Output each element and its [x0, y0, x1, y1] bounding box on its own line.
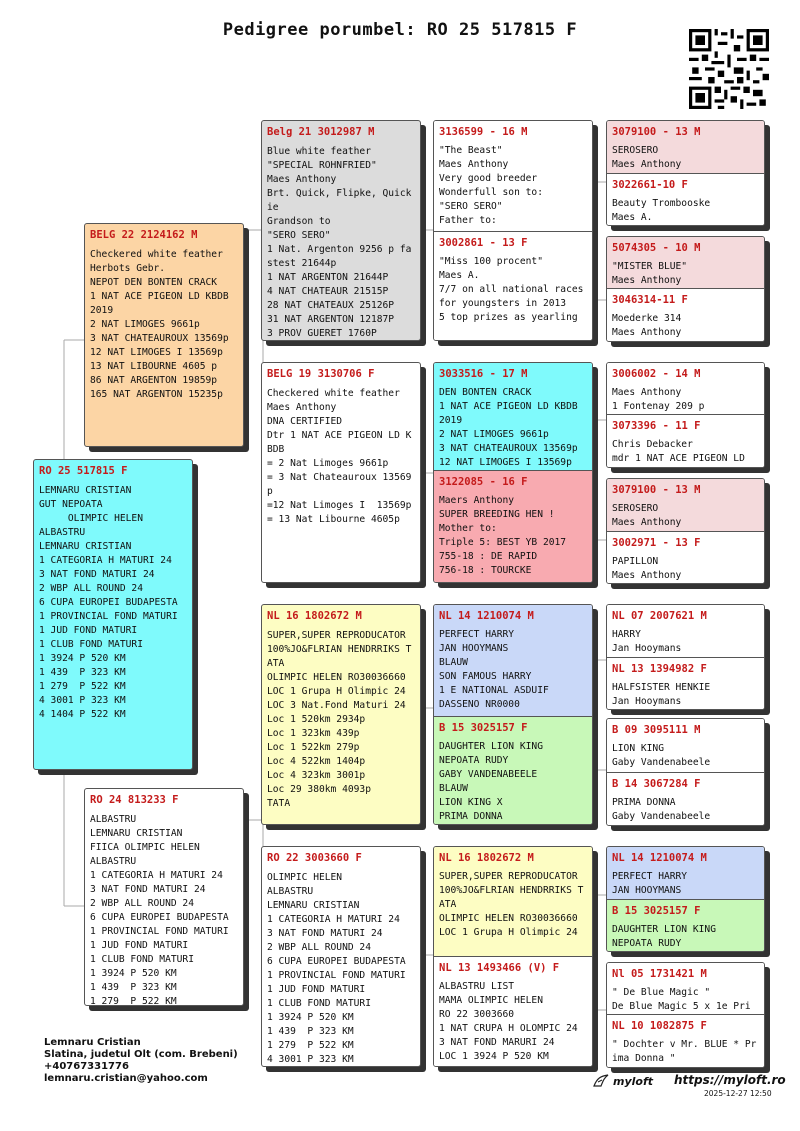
grandsire-paternal-card[interactable]: Belg 21 3012987 M Blue white feather "SPECIAL ROHNFRIED" Maes Anthony Brt. Quick, Flipke, Quickie Grandson to "SERO SERO" 1 Nat. Argenton 9256 p fastest 21644p 1 NAT ARGENTON 21644P 4 NAT CHATEAUR 21515P 28 NAT CHATEAUX 25126P 31 NAT ARGENTON 12187P 3 PROV GUERET 1760P	[261, 120, 421, 341]
great-grandparents-box-3[interactable]	[433, 604, 593, 825]
gg-card[interactable]: NL 13 1493466 (V) F ALBASTRU LIST MAMA OLIMPIC HELEN RO 22 3003660 1 NAT CRUPA H OLOMPIC 24 3 NAT FOND MARURI 24 LOC 1 3924 P 520 KM	[434, 957, 592, 1066]
pigeon-id: 5074305 - 10 M	[612, 242, 701, 254]
great-grandparents-box-4[interactable]	[433, 846, 593, 1067]
gg-card[interactable]: 3033516 - 17 M DEN BONTEN CRACK 1 NAT ACE PIGEON LD KBDB 2019 2 NAT LIMOGES 9661p 3 NAT CHATEAUROUX 13569p 12 NAT LIMOGES I 13569p	[434, 363, 592, 471]
pigeon-logo-icon	[592, 1072, 610, 1090]
pigeon-id: 3046314-11 F	[612, 294, 688, 306]
pigeon-id: 3079100 - 13 M	[612, 484, 701, 496]
ggg-card[interactable]: 3079100 - 13 M SEROSERO Maes Anthony	[607, 479, 764, 532]
ggg-card[interactable]: B 09 3095111 M LION KING Gaby Vandenabeele	[607, 719, 764, 773]
owner-name: Lemnaru Cristian	[44, 1037, 141, 1048]
pigeon-id: Belg 21 3012987 M	[267, 126, 375, 138]
pigeon-id: 3136599 - 16 M	[439, 126, 528, 138]
pigeon-id: NL 16 1802672 M	[439, 852, 534, 864]
gg-card[interactable]: 3136599 - 16 M "The Beast" Maes Anthony Very good breeder Wonderfull son to: "SERO SERO" Father to:	[434, 121, 592, 232]
page-title: Pedigree porumbel: RO 25 517815 F	[222, 20, 578, 40]
pigeon-id: 3033516 - 17 M	[439, 368, 528, 380]
pigeon-id: B 15 3025157 F	[612, 905, 701, 917]
pigeon-id: 3122085 - 16 F	[439, 476, 528, 488]
pigeon-id: NL 10 1082875 F	[612, 1020, 707, 1032]
owner-info	[44, 1037, 254, 1085]
ggg-card[interactable]: 3022661-10 F Beauty Trombooske Maes A.	[607, 174, 764, 225]
ggg-box-5[interactable]	[606, 604, 765, 710]
granddam-paternal-card[interactable]: BELG 19 3130706 F Checkered white feather Maes Anthony DNA CERTIFIED Dtr 1 NAT ACE PIGEON LD KBDB = 2 Nat Limoges 9661p = 3 Nat Chateauroux 13569p =12 Nat Limoges I 13569p = 13 Nat Libourne 4605p	[261, 362, 421, 583]
pigeon-id: NL 16 1802672 M	[267, 610, 362, 622]
pigeon-id: 3079100 - 13 M	[612, 126, 701, 138]
great-grandparents-box-1[interactable]	[433, 120, 593, 341]
ggg-box-6[interactable]	[606, 718, 765, 826]
site-link[interactable]: https://myloft.ro	[674, 1073, 786, 1087]
pigeon-id: 3073396 - 11 F	[612, 420, 701, 432]
ggg-card[interactable]: 3006002 - 14 M Maes Anthony 1 Fontenay 209 p	[607, 363, 764, 415]
ggg-card[interactable]: 5074305 - 10 M "MISTER BLUE" Maes Anthony	[607, 237, 764, 289]
pigeon-id: 3002971 - 13 F	[612, 537, 701, 549]
owner-email: lemnaru.cristian@yahoo.com	[44, 1073, 208, 1084]
gg-card[interactable]: B 15 3025157 F DAUGHTER LION KING NEPOATA RUDY GABY VANDENABEELE BLAUW LION KING X PRIMA DONNA	[434, 717, 592, 824]
owner-address: Slatina, judetul Olt (com. Brebeni)	[44, 1049, 238, 1060]
ggg-box-8[interactable]	[606, 962, 765, 1068]
pigeon-id: BELG 22 2124162 M	[90, 229, 198, 241]
grandsire-maternal-card[interactable]: NL 16 1802672 M SUPER,SUPER REPRODUCATOR 100%JO&FLRIAN HENDRRIKS TATA OLIMPIC HELEN RO30036660 LOC 1 Grupa H Olimpic 24 LOC 3 Nat.Fond Maturi 24 Loc 1 520km 2934p Loc 1 323km 439p Loc 1 522km 279p Loc 4 522km 1404p Loc 4 323km 3001p Loc 29 380km 4093p TATA	[261, 604, 421, 825]
ggg-box-3[interactable]	[606, 362, 765, 468]
sire-card[interactable]: BELG 22 2124162 M Checkered white feather Herbots Gebr. NEPOT DEN BONTEN CRACK 1 NAT ACE PIGEON LD KBDB 2019 2 NAT LIMOGES 9661p 3 NAT CHATEAUROUX 13569p 12 NAT LIMOGES I 13569p 13 NAT LIBOURNE 4605 p 86 NAT ARGENTON 19859p 165 NAT ARGENTON 15235p	[84, 223, 244, 447]
ggg-card[interactable]: 3073396 - 11 F Chris Debacker mdr 1 NAT ACE PIGEON LD	[607, 415, 764, 467]
gg-card[interactable]: NL 16 1802672 M SUPER,SUPER REPRODUCATOR 100%JO&FLRIAN HENDRRIKS TATA OLIMPIC HELEN RO30036660 LOC 1 Grupa H Olimpic 24	[434, 847, 592, 957]
ggg-box-7[interactable]	[606, 846, 765, 952]
ggg-card[interactable]: NL 10 1082875 F " Dochter v Mr. BLUE * Prima Donna "	[607, 1015, 764, 1067]
gg-card[interactable]: 3122085 - 16 F Maers Anthony SUPER BREEDING HEN ! Mother to: Triple 5: BEST YB 2017 755-18 : DE RAPID 756-18 : TOURCKE	[434, 471, 592, 582]
ggg-card[interactable]: Nl 05 1731421 M " De Blue Magic " De Blue Magic 5 x 1e Pri	[607, 963, 764, 1015]
ggg-box-4[interactable]	[606, 478, 765, 584]
pigeon-id: NL 14 1210074 M	[612, 852, 707, 864]
granddam-maternal-card[interactable]: RO 22 3003660 F OLIMPIC HELEN ALBASTRU LEMNARU CRISTIAN 1 CATEGORIA H MATURI 24 3 NAT FOND MATURI 24 2 WBP ALL ROUND 24 6 CUPA EUROPEI BUDAPESTA 1 PROVINCIAL FOND MATURI 1 JUD FOND MATURI 1 CLUB FOND MATURI 1 3924 P 520 KM 1 439 P 323 KM 1 279 P 522 KM 4 3001 P 323 KM	[261, 846, 421, 1067]
great-grandparents-box-2[interactable]	[433, 362, 593, 583]
gg-card[interactable]: NL 14 1210074 M PERFECT HARRY JAN HOOYMANS BLAUW SON FAMOUS HARRY 1 E NATIONAL ASDUIF DASSENO NR0000	[434, 605, 592, 717]
pigeon-id: 3022661-10 F	[612, 179, 688, 191]
pigeon-id: 3002861 - 13 F	[439, 237, 528, 249]
pigeon-id: Nl 05 1731421 M	[612, 968, 707, 980]
owner-phone: +40767331776	[44, 1061, 129, 1072]
pigeon-id: NL 13 1394982 F	[612, 663, 707, 675]
ggg-box-2[interactable]	[606, 236, 765, 342]
pigeon-id: RO 22 3003660 F	[267, 852, 362, 864]
ggg-card[interactable]: B 14 3067284 F PRIMA DONNA Gaby Vandenabeele	[607, 773, 764, 825]
ggg-card[interactable]: NL 14 1210074 M PERFECT HARRY JAN HOOYMANS	[607, 847, 764, 900]
ggg-box-1[interactable]	[606, 120, 765, 226]
ggg-card[interactable]: B 15 3025157 F DAUGHTER LION KING NEPOATA RUDY	[607, 900, 764, 951]
gg-card[interactable]: 3002861 - 13 F "Miss 100 procent" Maes A. 7/7 on all national races for youngsters in 2013 5 top prizes as yearling	[434, 232, 592, 340]
ggg-card[interactable]: 3002971 - 13 F PAPILLON Maes Anthony	[607, 532, 764, 583]
ggg-card[interactable]: NL 07 2007621 M HARRY Jan Hooymans	[607, 605, 764, 658]
myloft-logo: myloft	[592, 1072, 653, 1090]
ggg-card[interactable]: 3079100 - 13 M SEROSERO Maes Anthony	[607, 121, 764, 174]
pigeon-id: NL 13 1493466 (V) F	[439, 962, 560, 974]
pigeon-id: 3006002 - 14 M	[612, 368, 701, 380]
pigeon-id: BELG 19 3130706 F	[267, 368, 375, 380]
pigeon-id: B 14 3067284 F	[612, 778, 701, 790]
print-date: 2025-12-27 12:50	[704, 1089, 772, 1098]
pigeon-id: RO 25 517815 F	[39, 465, 128, 477]
subject-card[interactable]: RO 25 517815 F LEMNARU CRISTIAN GUT NEPOATA OLIMPIC HELEN ALBASTRU LEMNARU CRISTIAN 1 CATEGORIA H MATURI 24 3 NAT FOND MATURI 24 2 WBP ALL ROUND 24 6 CUPA EUROPEI BUDAPESTA 1 PROVINCIAL FOND MATURI 1 JUD FOND MATURI 1 CLUB FOND MATURI 1 3924 P 520 KM 1 439 P 323 KM 1 279 P 522 KM 4 3001 P 323 KM 4 1404 P 522 KM	[33, 459, 193, 770]
pigeon-id: NL 14 1210074 M	[439, 610, 534, 622]
ggg-card[interactable]: 3046314-11 F Moederke 314 Maes Anthony	[607, 289, 764, 341]
pigeon-id: B 09 3095111 M	[612, 724, 701, 736]
ggg-card[interactable]: NL 13 1394982 F HALFSISTER HENKIE Jan Hooymans	[607, 658, 764, 709]
pigeon-id: NL 07 2007621 M	[612, 610, 707, 622]
dam-card[interactable]: RO 24 813233 F ALBASTRU LEMNARU CRISTIAN FIICA OLIMPIC HELEN ALBASTRU 1 CATEGORIA H MATURI 24 3 NAT FOND MATURI 24 2 WBP ALL ROUND 24 6 CUPA EUROPEI BUDAPESTA 1 PROVINCIAL FOND MATURI 1 JUD FOND MATURI 1 CLUB FOND MATURI 1 3924 P 520 KM 1 439 P 323 KM 1 279 P 522 KM	[84, 788, 244, 1006]
pigeon-id: RO 24 813233 F	[90, 794, 179, 806]
pigeon-id: B 15 3025157 F	[439, 722, 528, 734]
